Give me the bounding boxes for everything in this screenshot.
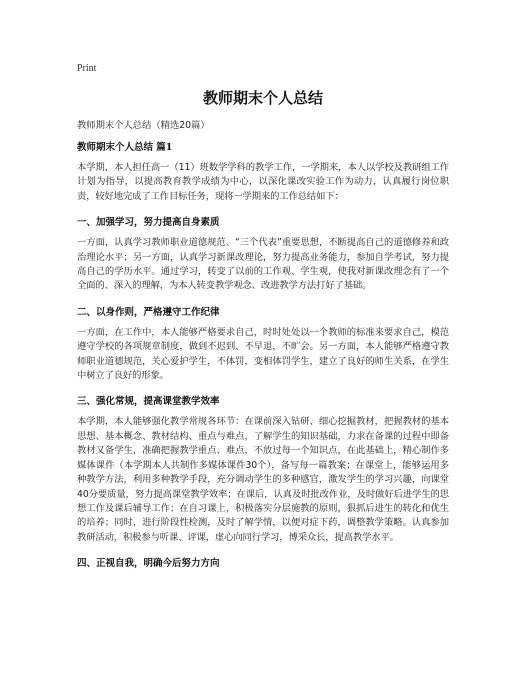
section-heading-4: 四、正视自我，明确今后努力方向 — [77, 558, 220, 570]
print-link[interactable]: Print — [77, 63, 97, 74]
section-heading-1: 一、加强学习，努力提高自身素质 — [77, 217, 220, 229]
section-body-3: 本学期，本人能够强化教学常规各环节：在课前深入钻研、细心挖掘教材，把握教材的基本思想、基本概念、教材结构、重点与难点，了解学生的知识基础，力求在备课的过程中即备教材又备学生，准确把握教学重点、难点，不放过每一个知识点，在此基础上，精心制作多媒体课件（本学期本人共制作多媒体课件30个），备写每一篇教案；在课堂上，能够运用多种教学方法，利用多种教学手段，充分调动学生的多种感官，激发学生的学习兴趣，向课堂40分要质量，努力提高课堂教学效率；在课后，认真及时批改作业，及时做好后进学生的思想工作及课后辅导工作；在自习课上，积极落实分层施教的原则，狠抓后进生的转化和优生的培养；同时，进行阶段性检测，及时了解学情，以便对症下药，调整教学策略。认真参加教研活动，积极参与听课、评课，虚心向同行学习，博采众长，提高教学水平。 — [77, 416, 449, 543]
document-subtitle: 教师期末个人总结（精选20篇） — [77, 120, 210, 131]
section-body-2: 一方面，在工作中，本人能够严格要求自己，时时处处以一个教师的标准来要求自己，模范遵守学校的各项规章制度，做到不迟到、不早退，不旷会。另一方面，本人能够严格遵守教师职业道德规范，关心爱护学生，不体罚，变相体罚学生，建立了良好的师生关系，在学生中树立了良好的形象。 — [77, 326, 449, 382]
intro-paragraph: 本学期，本人担任高一（11）班数学学科的教学工作，一学期来，本人以学校及教研组工作计划为指导，以提高教育教学成绩为中心，以深化课改实验工作为动力，认真履行岗位职责，较好地完成了工作目标任务，现将一学期来的工作总结如下： — [77, 162, 449, 202]
document-page — [77, 62, 449, 571]
article-heading: 教师期末个人总结 篇1 — [77, 142, 173, 153]
document-title: 教师期末个人总结 — [202, 89, 323, 107]
section-heading-2: 二、以身作则，严格遵守工作纪律 — [77, 306, 220, 318]
section-heading-3: 三、强化常规，提高课堂教学效率 — [77, 396, 220, 408]
section-body-1: 一方面，认真学习教师职业道德规范、“三个代表”重要思想，不断提高自己的道德修养和政治理论水平；另一方面，认真学习新课改理论，努力提高业务能力，参加自学考试，努力提高自己的学历水平。通过学习，转变了以前的工作观、学生观，使我对新课改理念有了一个全面的、深入的理解，为本人转变教学观念、改进教学方法打好了基础。 — [77, 237, 449, 292]
